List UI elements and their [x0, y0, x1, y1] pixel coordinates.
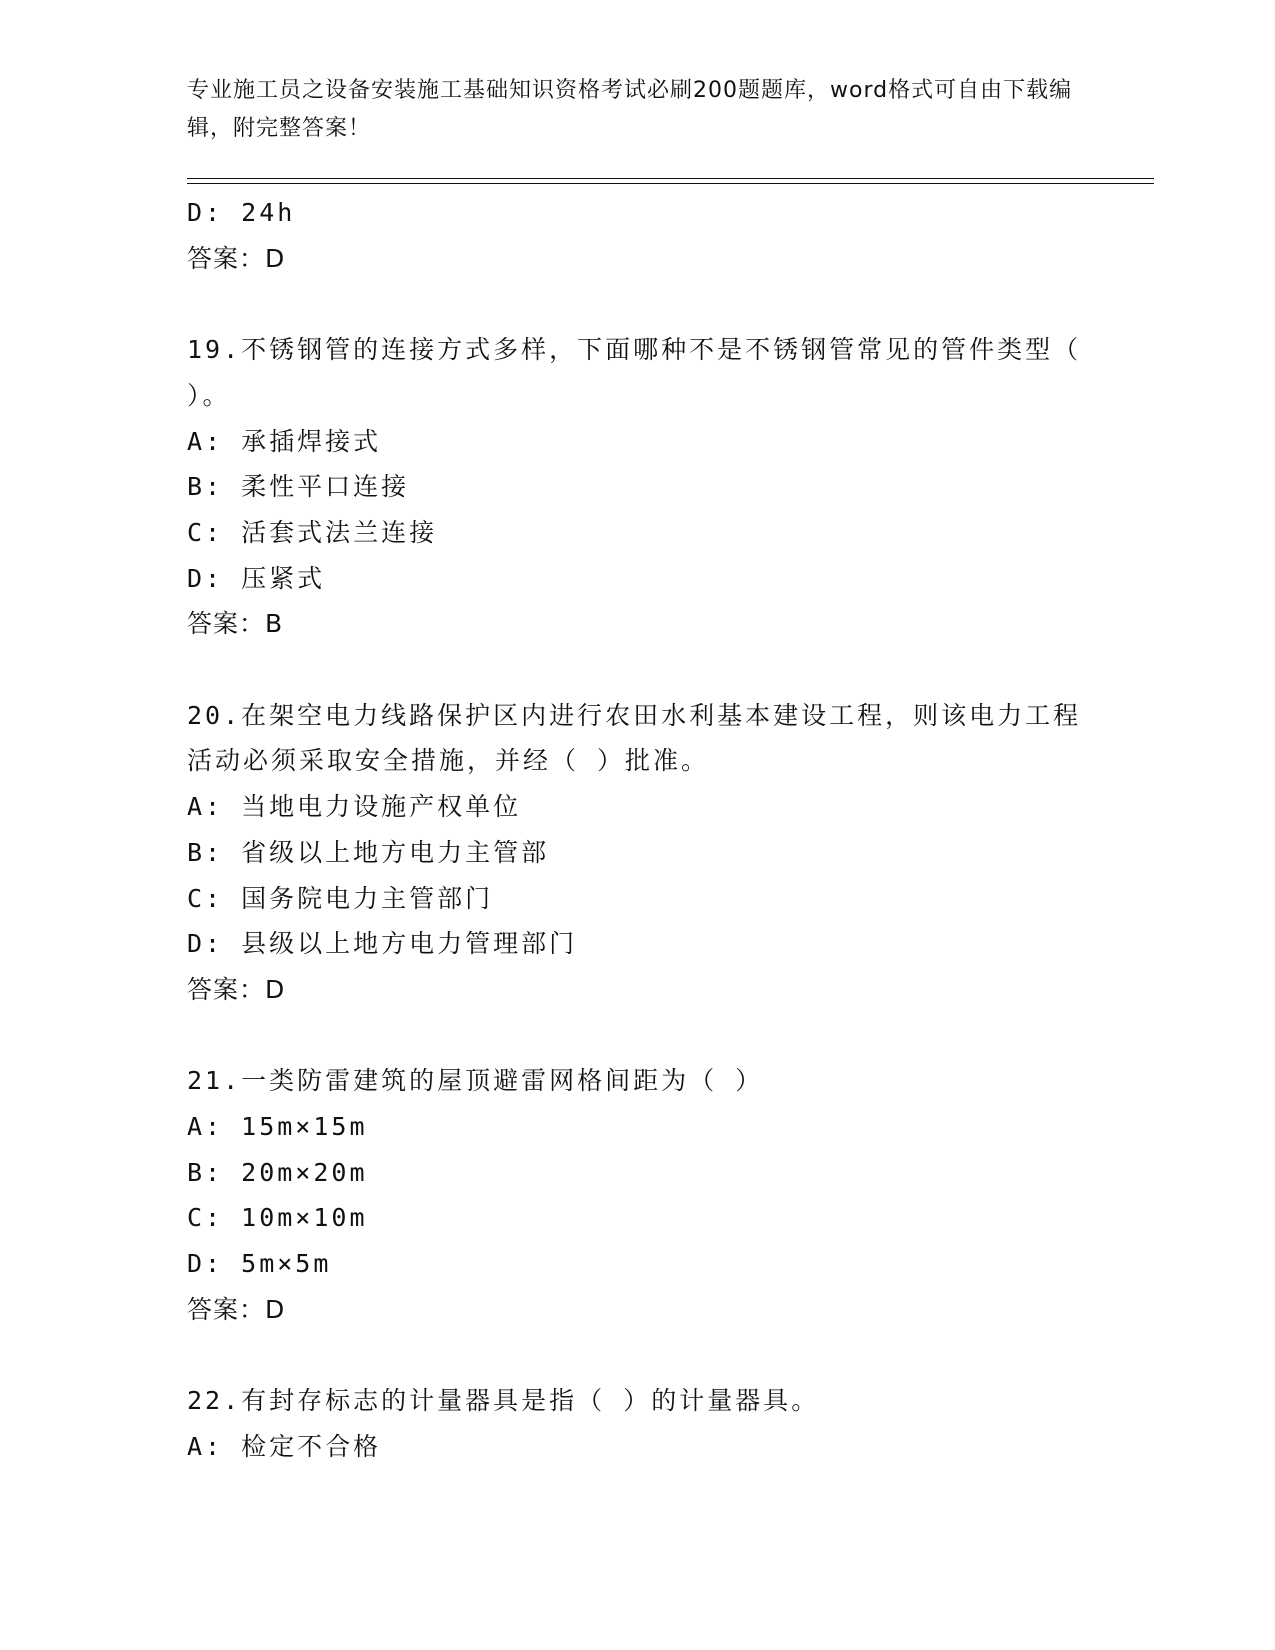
question-22 [187, 1378, 1087, 1469]
question-list [187, 190, 1087, 1470]
question-21-text: 21.一类防雷建筑的屋顶避雷网格间距为（ ） [187, 1066, 764, 1096]
question-19-option-c: C: 活套式法兰连接 [187, 517, 438, 547]
spacer [187, 281, 1087, 327]
question-19-option-b: B: 柔性平口连接 [187, 472, 410, 502]
question-21-option-a: A: 15m×15m [187, 1112, 368, 1142]
question-20-option-d: D: 县级以上地方电力管理部门 [187, 929, 578, 959]
question-21-option-b: B: 20m×20m [187, 1157, 368, 1187]
question-21-answer: 答案：D [187, 1294, 286, 1324]
question-19-text: 19.不锈钢管的连接方式多样，下面哪种不是不锈钢管常见的管件类型（ ）。 [187, 335, 1082, 410]
header-rule-top [187, 178, 1154, 179]
header-rule-bottom [187, 183, 1154, 184]
question-22-option-a: A: 检定不合格 [187, 1431, 382, 1461]
question-19 [187, 327, 1087, 647]
question-20 [187, 693, 1087, 1013]
prev-answer: 答案：D [187, 243, 286, 273]
spacer [187, 1013, 1087, 1059]
question-20-option-c: C: 国务院电力主管部门 [187, 883, 494, 913]
question-19-answer: 答案：B [187, 609, 284, 639]
question-20-answer: 答案：D [187, 974, 286, 1004]
question-20-option-b: B: 省级以上地方电力主管部 [187, 837, 550, 867]
spacer [187, 1333, 1087, 1379]
question-21-option-c: C: 10m×10m [187, 1203, 368, 1233]
question-19-option-d: D: 压紧式 [187, 563, 326, 593]
question-21-option-d: D: 5m×5m [187, 1249, 332, 1279]
question-22-text: 22.有封存标志的计量器具是指（ ）的计量器具。 [187, 1386, 820, 1416]
question-21 [187, 1058, 1087, 1332]
question-19-option-a: A: 承插焊接式 [187, 426, 382, 456]
prev-option-d: D: 24h [187, 198, 296, 227]
spacer [187, 647, 1087, 693]
question-20-text: 20.在架空电力线路保护区内进行农田水利基本建设工程，则该电力工程活动必须采取安全措施，并经（ ）批准。 [187, 700, 1082, 776]
document-header: 专业施工员之设备安装施工基础知识资格考试必刷200题题库，word格式可自由下载编辑，附完整答案！ [187, 78, 1073, 141]
question-20-option-a: A: 当地电力设施产权单位 [187, 792, 522, 822]
